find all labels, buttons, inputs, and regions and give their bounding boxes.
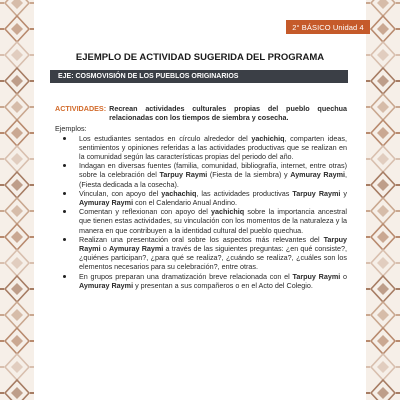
example-term: Aymuray Raymi <box>109 244 164 254</box>
example-term: Aymuray Raymi <box>79 198 134 208</box>
pattern-diamond-inner <box>11 335 23 347</box>
example-item <box>55 235 347 272</box>
pattern-dash <box>366 158 370 160</box>
pattern-diamond-inner <box>11 283 23 295</box>
example-item <box>55 207 347 235</box>
pattern-dash <box>396 392 400 394</box>
pattern-dash <box>0 262 4 264</box>
pattern-diamond-inner <box>377 23 389 35</box>
example-term: Tarpuy Raymi <box>292 188 341 198</box>
example-text: con el Calendario Anual Andino. <box>133 198 237 208</box>
pattern-dash <box>396 2 400 4</box>
page-title: EJEMPLO DE ACTIVIDAD SUGERIDA DEL PROGRAMA <box>75 52 325 63</box>
bullet-icon <box>63 192 66 195</box>
pattern-dash <box>0 80 4 82</box>
example-text: a través de las siguientes preguntas: ¿en qué consiste?, ¿quiénes participan?, ¿para qué se realiza?, ¿cuándo se realiza?, ¿cuáles son los elementos necesarios para su celebración?, entre otras. <box>79 244 347 272</box>
pattern-dash <box>30 340 34 342</box>
pattern-dash <box>30 80 34 82</box>
example-item <box>55 161 347 189</box>
activities-label: ACTIVIDADES: <box>55 104 107 113</box>
pattern-dash <box>396 28 400 30</box>
pattern-dash <box>30 236 34 238</box>
activity-content <box>55 104 347 290</box>
examples-label: Ejemplos: <box>55 124 87 134</box>
pattern-diamond-inner <box>377 257 389 269</box>
pattern-dash <box>396 184 400 186</box>
pattern-dash <box>396 158 400 160</box>
example-text: , (Fiesta dedicada a la cosecha). <box>79 170 347 189</box>
pattern-diamond-inner <box>11 153 23 165</box>
pattern-dash <box>366 132 370 134</box>
example-item <box>55 134 347 162</box>
example-text: En grupos preparan una dramatización breve relacionada con el <box>79 271 293 281</box>
pattern-dash <box>0 288 4 290</box>
pattern-diamond-inner <box>11 49 23 61</box>
pattern-diamond-inner <box>11 309 23 321</box>
pattern-diamond-inner <box>11 361 23 373</box>
grade-unit-badge: 2° BÁSICO Unidad 4 <box>286 20 370 34</box>
pattern-dash <box>0 106 4 108</box>
pattern-diamond-inner <box>377 387 389 399</box>
example-text: sobre la importancia ancestral que tienen estas actividades, su vinculación con los momentos de la naturaleza y la manera en que contribuyen a la identidad cultural del pueblo quechua. <box>79 207 347 235</box>
example-term: Tarpuy Raymi <box>292 271 341 281</box>
pattern-dash <box>396 106 400 108</box>
example-text: Indagan en diversas fuentes (familia, comunidad, bibliografía, internet, entre otras) sobre la celebración del <box>79 161 347 180</box>
decorative-border-right <box>366 0 400 400</box>
example-item <box>55 272 347 290</box>
pattern-dash <box>366 340 370 342</box>
pattern-dash <box>30 106 34 108</box>
pattern-dash <box>30 28 34 30</box>
pattern-diamond-inner <box>11 231 23 243</box>
pattern-diamond-inner <box>377 0 389 9</box>
pattern-dash <box>0 184 4 186</box>
example-text: Realizan una presentación oral sobre los aspectos más relevantes del <box>79 234 324 244</box>
pattern-diamond-inner <box>11 101 23 113</box>
example-text: , las actividades productivas <box>196 188 293 198</box>
pattern-dash <box>366 80 370 82</box>
examples-list <box>55 134 347 290</box>
example-text: o <box>340 271 347 281</box>
pattern-dash <box>366 392 370 394</box>
example-term: Tarpuy Raymi <box>159 170 208 180</box>
pattern-diamond-inner <box>377 361 389 373</box>
pattern-dash <box>396 54 400 56</box>
pattern-dash <box>396 340 400 342</box>
example-text: (Fiesta de la siembra) y <box>207 170 291 180</box>
example-text: o <box>100 244 109 254</box>
pattern-dash <box>366 366 370 368</box>
pattern-dash <box>30 54 34 56</box>
pattern-dash <box>0 2 4 4</box>
pattern-dash <box>30 158 34 160</box>
pattern-diamond-inner <box>377 205 389 217</box>
pattern-diamond-inner <box>377 153 389 165</box>
pattern-diamond-inner <box>377 127 389 139</box>
bullet-icon <box>63 137 66 140</box>
example-term: Tarpuy Raymi <box>79 234 347 254</box>
pattern-dash <box>366 106 370 108</box>
pattern-dash <box>396 80 400 82</box>
example-item <box>55 189 347 207</box>
pattern-dash <box>396 132 400 134</box>
pattern-dash <box>366 288 370 290</box>
example-term: Aymuray Raymi <box>79 280 134 290</box>
example-text: Comentan y reflexionan con apoyo del <box>79 207 212 217</box>
example-text: Los estudiantes sentados en círculo alrededor del <box>79 133 252 143</box>
pattern-dash <box>366 54 370 56</box>
andean-pattern-left <box>0 0 34 400</box>
pattern-dash <box>396 288 400 290</box>
pattern-dash <box>366 184 370 186</box>
decorative-border-left <box>0 0 34 400</box>
pattern-dash <box>396 210 400 212</box>
andean-pattern-right <box>366 0 400 400</box>
pattern-dash <box>0 210 4 212</box>
pattern-dash <box>0 158 4 160</box>
pattern-diamond-inner <box>11 387 23 399</box>
bullet-icon <box>63 164 66 167</box>
pattern-diamond-inner <box>11 257 23 269</box>
pattern-dash <box>30 262 34 264</box>
pattern-diamond-inner <box>377 49 389 61</box>
pattern-diamond-inner <box>377 283 389 295</box>
bullet-icon <box>63 210 66 213</box>
pattern-dash <box>0 366 4 368</box>
pattern-dash <box>30 2 34 4</box>
axis-header-bar <box>50 70 348 83</box>
pattern-dash <box>0 236 4 238</box>
pattern-diamond-inner <box>11 179 23 191</box>
pattern-dash <box>30 288 34 290</box>
pattern-dash <box>30 366 34 368</box>
pattern-diamond-inner <box>377 309 389 321</box>
pattern-dash <box>0 28 4 30</box>
example-text: y <box>340 188 347 198</box>
pattern-diamond-inner <box>377 101 389 113</box>
pattern-diamond-inner <box>11 127 23 139</box>
pattern-dash <box>366 2 370 4</box>
pattern-dash <box>30 184 34 186</box>
example-term: yachachiq <box>161 188 197 198</box>
pattern-dash <box>30 314 34 316</box>
activities-statement <box>55 104 347 122</box>
pattern-dash <box>366 210 370 212</box>
pattern-dash <box>366 262 370 264</box>
pattern-dash <box>396 366 400 368</box>
pattern-diamond-inner <box>11 23 23 35</box>
example-term: yachichiq <box>211 207 245 217</box>
activities-text: Recrean actividades culturales propias del pueblo quechua relacionadas con los tiempos de siembra y cosecha. <box>109 104 347 123</box>
axis-header-text: EJE: COSMOVISIÓN DE LOS PUEBLOS ORIGINARIOS <box>58 73 239 80</box>
pattern-diamond-inner <box>377 335 389 347</box>
pattern-dash <box>396 236 400 238</box>
example-term: yachichiq <box>251 133 285 143</box>
pattern-dash <box>0 314 4 316</box>
pattern-diamond-inner <box>377 231 389 243</box>
pattern-dash <box>0 392 4 394</box>
example-term: Aymuray Raymi <box>290 170 345 180</box>
pattern-dash <box>0 340 4 342</box>
pattern-dash <box>30 392 34 394</box>
pattern-dash <box>0 132 4 134</box>
pattern-diamond-inner <box>377 179 389 191</box>
pattern-diamond-inner <box>11 75 23 87</box>
pattern-dash <box>396 262 400 264</box>
pattern-dash <box>396 314 400 316</box>
bullet-icon <box>63 238 66 241</box>
example-text: Vinculan, con apoyo del <box>79 188 162 198</box>
example-text: y presentan a sus compañeros o en el Acto del Colegio. <box>133 280 313 290</box>
pattern-diamond-inner <box>11 205 23 217</box>
pattern-diamond-inner <box>11 0 23 9</box>
pattern-dash <box>366 314 370 316</box>
pattern-dash <box>30 132 34 134</box>
pattern-dash <box>30 210 34 212</box>
pattern-dash <box>366 236 370 238</box>
bullet-icon <box>63 275 66 278</box>
pattern-diamond-inner <box>377 75 389 87</box>
pattern-dash <box>0 54 4 56</box>
example-text: , comparten ideas, sentimientos y opiniones referidas a las actividades productivas que se realizan en la comunidad según las características propias del periodo del año. <box>79 133 347 162</box>
